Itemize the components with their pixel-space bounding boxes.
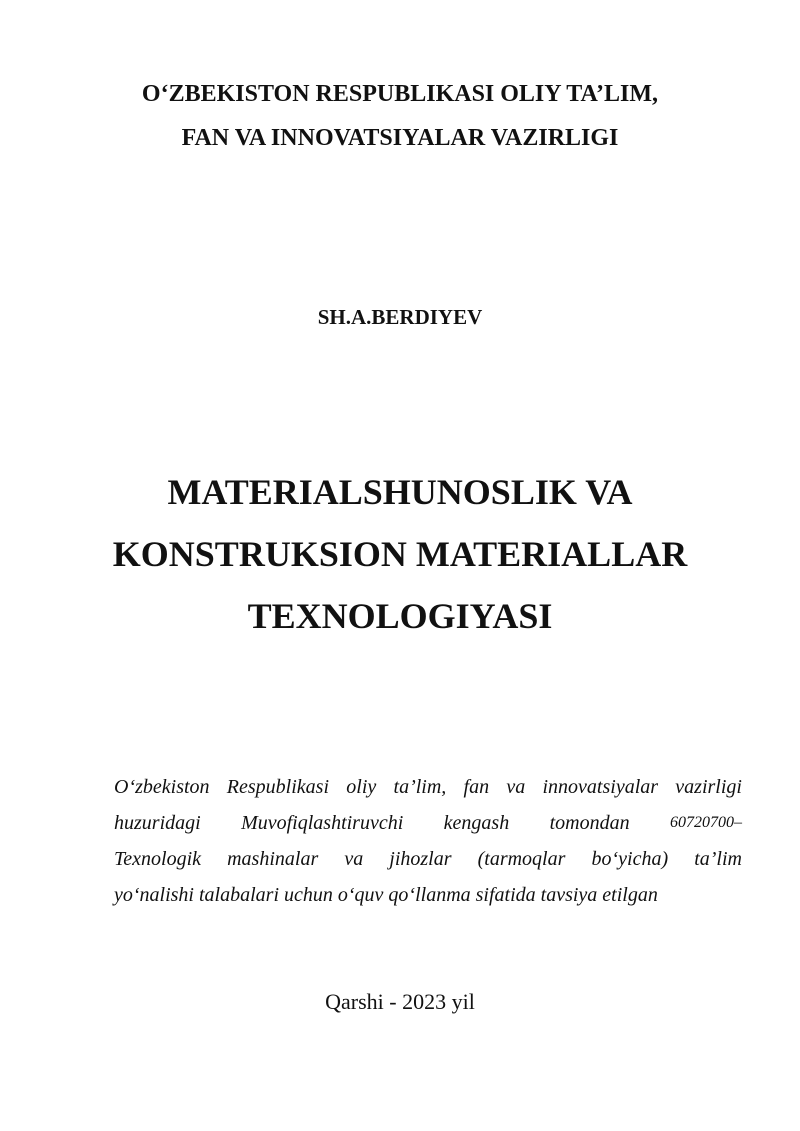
place-and-year: Qarshi - 2023 yil [325,989,475,1014]
recommendation-line-1 [114,769,742,805]
rec-word: jihozlar [389,848,452,870]
recommendation-line-2 [114,805,742,841]
book-title [40,461,760,647]
ministry-header [60,72,740,160]
rec-word: huzuridagi [114,812,201,834]
author-name: SH.A.BERDIYEV [317,305,483,329]
ministry-line-2: FAN VA INNOVATSIYALAR VAZIRLIGI [181,125,619,151]
rec-word: ta’lim [694,848,742,870]
rec-word: fan [463,776,490,798]
rec-word: va [344,848,364,870]
rec-word: vazirligi [675,776,742,798]
rec-word: oliy [346,776,377,798]
ministry-line-1: O‘ZBEKISTON RESPUBLIKASI OLIY TA’LIM, [141,81,659,107]
recommendation-line-4: yo‘nalishi talabalari uchun o‘quv qo‘llanma sifatida tavsiya etilgan [114,884,658,906]
recommendation-text [114,769,742,913]
rec-word: tomondan [549,812,630,834]
rec-word: ta’lim, [393,776,447,798]
book-title-line-2: KONSTRUKSION MATERIALLAR [112,534,688,574]
rec-word: kengash [443,812,510,834]
recommendation-line-3 [114,841,742,877]
book-title-line-3: TEXNOLOGIYASI [247,596,553,636]
book-title-line-1: MATERIALSHUNOSLIK VA [167,472,633,512]
rec-word: Texnologik [114,848,202,870]
rec-word: (tarmoqlar [477,848,566,870]
rec-word: Muvofiqlashtiruvchi [241,812,404,834]
rec-word: va [506,776,526,798]
rec-word: innovatsiyalar [542,776,659,798]
rec-word: Respublikasi [226,776,330,798]
rec-word: O‘zbekiston [114,776,210,798]
rec-word: bo‘yicha) [591,848,669,870]
rec-word: mashinalar [227,848,319,870]
program-code: 60720700– [670,814,742,831]
